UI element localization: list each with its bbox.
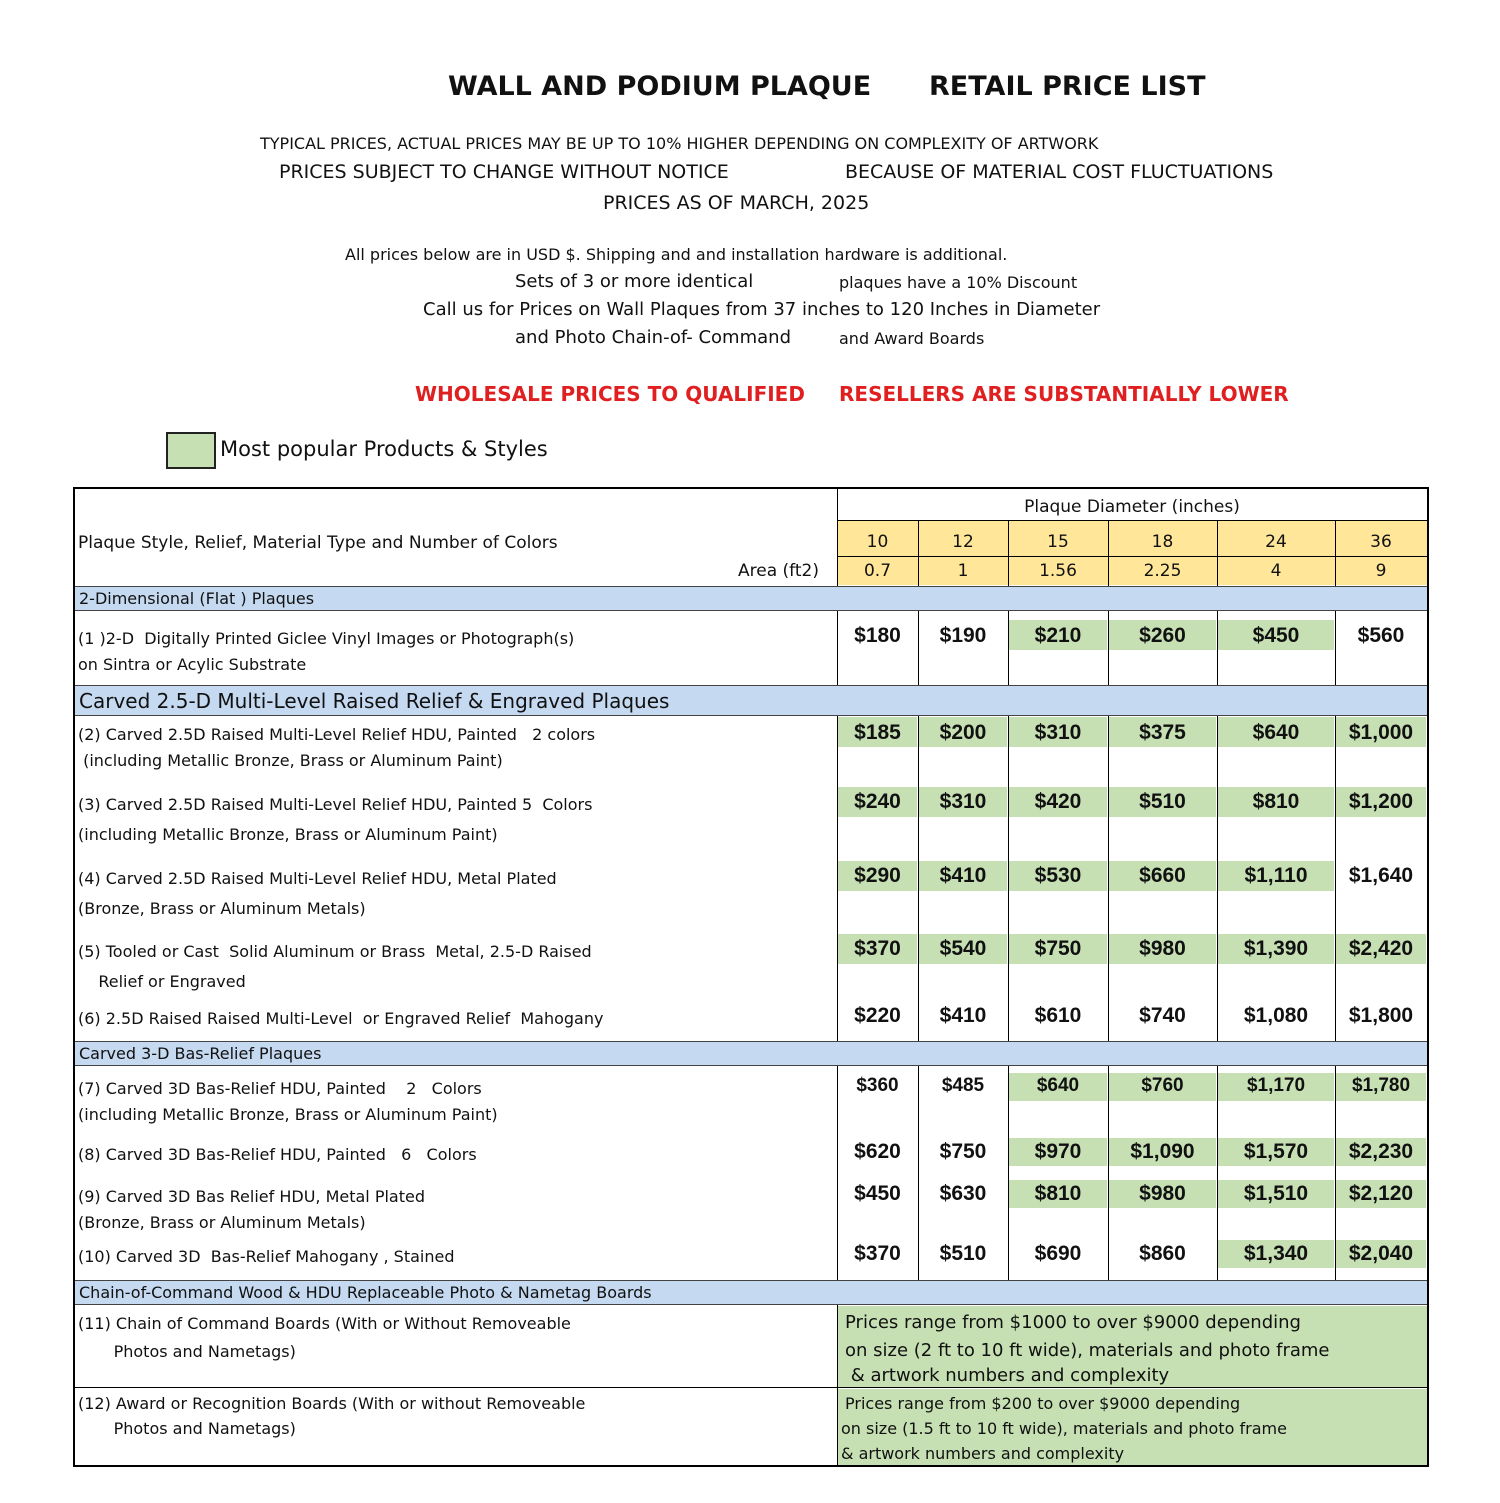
prices-date: PRICES AS OF MARCH, 2025 [603, 192, 870, 214]
row-2-label: (2) Carved 2.5D Raised Multi-Level Relief HDU, Painted 2 colors [78, 725, 596, 744]
info-line-3: Call us for Prices on Wall Plaques from 37 inches to 120 Inches in Diameter [423, 299, 1101, 320]
price-row10-10in: $370 [854, 1242, 901, 1265]
price-row4-12in: $410 [939, 864, 987, 887]
divider [1008, 716, 1009, 1041]
divider [1217, 1066, 1218, 1280]
legend-label: Most popular Products & Styles [220, 437, 548, 461]
divider [837, 489, 838, 586]
divider [837, 1305, 838, 1465]
price-row3-12in: $310 [939, 790, 987, 813]
row-9-sublabel: (Bronze, Brass or Aluminum Metals) [78, 1213, 366, 1232]
price-row5-10in: $370 [854, 937, 901, 960]
info-line-4-left: and Photo Chain-of- Command [515, 327, 791, 348]
title-left: WALL AND PODIUM PLAQUE [448, 71, 872, 102]
price-row8-15in: $970 [1034, 1140, 1082, 1163]
price-row4-15in: $530 [1034, 864, 1082, 887]
info-line-4-right: and Award Boards [839, 329, 985, 348]
diameter-18: 18 [1151, 532, 1174, 552]
price-row7-12in: $485 [941, 1075, 985, 1096]
board-12-note-3: & artwork numbers and complexity [841, 1444, 1125, 1463]
board-12-label-2: Photos and Nametags) [78, 1419, 296, 1438]
price-row5-15in: $750 [1034, 937, 1082, 960]
wholesale-right: RESELLERS ARE SUBSTANTIALLY LOWER [839, 382, 1289, 406]
board-11-note-1: Prices range from $1000 to over $9000 depending [845, 1312, 1301, 1333]
section-2d-band [75, 586, 1427, 611]
price-row9-15in: $810 [1034, 1182, 1082, 1205]
price-row4-10in: $290 [854, 864, 901, 887]
row-5-label: (5) Tooled or Cast Solid Aluminum or Brass Metal, 2.5-D Raised [78, 942, 592, 961]
price-row2-15in: $310 [1034, 721, 1082, 744]
notice-line-1: TYPICAL PRICES, ACTUAL PRICES MAY BE UP TO 10% HIGHER DEPENDING ON COMPLEXITY OF ARTWORK [260, 134, 1099, 153]
price-row2-18in: $375 [1139, 721, 1186, 744]
row-1-sublabel: on Sintra or Acylic Substrate [78, 655, 307, 674]
divider [837, 611, 838, 685]
board-12-label-1: (12) Award or Recognition Boards (With or without Removeable [78, 1394, 586, 1413]
divider [1217, 611, 1218, 685]
divider [1008, 611, 1009, 685]
price-row6-10in: $220 [854, 1004, 901, 1027]
board-11-label-1: (11) Chain of Command Boards (With or Without Removeable [78, 1314, 571, 1333]
divider [1108, 1066, 1109, 1280]
price-row7-10in: $360 [856, 1075, 899, 1096]
area-label: Area (ft2) [738, 561, 819, 581]
price-row9-24in: $1,510 [1243, 1182, 1309, 1205]
info-line-2-left: Sets of 3 or more identical [515, 271, 754, 292]
board-12-note-1: Prices range from $200 to over $9000 depending [845, 1394, 1241, 1413]
board-11-note-3: & artwork numbers and complexity [845, 1365, 1170, 1386]
price-row6-36in: $1,800 [1348, 1004, 1414, 1027]
diameter-12: 12 [952, 532, 974, 552]
row-8-label: (8) Carved 3D Bas-Relief HDU, Painted 6 Colors [78, 1145, 477, 1164]
divider [1008, 1066, 1009, 1280]
price-row1-15in: $210 [1034, 624, 1082, 647]
price-table [73, 487, 1429, 1467]
price-row10-12in: $510 [939, 1242, 987, 1265]
price-row3-10in: $240 [854, 790, 901, 813]
price-row7-15in: $640 [1036, 1075, 1080, 1096]
section-boards-title: Chain-of-Command Wood & HDU Replaceable Photo & Nametag Boards [79, 1283, 652, 1302]
price-row8-12in: $750 [939, 1140, 987, 1163]
price-row7-36in: $1,780 [1351, 1075, 1411, 1096]
divider [837, 556, 1427, 557]
wholesale-left: WHOLESALE PRICES TO QUALIFIED [415, 382, 805, 406]
price-row8-18in: $1,090 [1130, 1140, 1195, 1163]
price-row1-36in: $560 [1357, 624, 1405, 647]
row-6-label: (6) 2.5D Raised Raised Multi-Level or Engraved Relief Mahogany [78, 1009, 604, 1028]
price-row6-12in: $410 [939, 1004, 987, 1027]
price-row4-24in: $1,110 [1244, 864, 1308, 887]
price-row8-10in: $620 [854, 1140, 901, 1163]
price-row4-18in: $660 [1139, 864, 1186, 887]
notice-line-2-left: PRICES SUBJECT TO CHANGE WITHOUT NOTICE [279, 161, 729, 183]
divider [1217, 520, 1218, 586]
price-row5-24in: $1,390 [1243, 937, 1309, 960]
area-4: 4 [1270, 561, 1282, 581]
price-row1-18in: $260 [1139, 624, 1186, 647]
divider [918, 520, 919, 586]
price-row2-24in: $640 [1252, 721, 1300, 744]
row-10-label: (10) Carved 3D Bas-Relief Mahogany , Stained [78, 1247, 455, 1266]
diameter-36: 36 [1370, 532, 1392, 552]
row-7-sublabel: (including Metallic Bronze, Brass or Aluminum Paint) [78, 1105, 498, 1124]
price-row2-10in: $185 [854, 721, 901, 744]
price-row5-36in: $2,420 [1348, 937, 1414, 960]
section-3d-band [75, 1041, 1427, 1066]
title-right: RETAIL PRICE LIST [929, 71, 1206, 102]
divider [1335, 716, 1336, 1041]
price-row3-15in: $420 [1034, 790, 1082, 813]
area-9: 9 [1375, 561, 1387, 581]
notice-line-2-right: BECAUSE OF MATERIAL COST FLUCTUATIONS [845, 161, 1274, 183]
price-row1-24in: $450 [1252, 624, 1300, 647]
section-25d-band [75, 685, 1427, 716]
price-row8-24in: $1,570 [1243, 1140, 1309, 1163]
section-25d-title: Carved 2.5-D Multi-Level Raised Relief & Engraved Plaques [79, 689, 670, 713]
row-5-sublabel: Relief or Engraved [78, 972, 246, 991]
price-row4-36in: $1,640 [1348, 864, 1414, 887]
board-12-note-2: on size (1.5 ft to 10 ft wide), materials and photo frame [841, 1419, 1287, 1438]
divider [1008, 520, 1009, 586]
price-row10-24in: $1,340 [1243, 1242, 1309, 1265]
diameter-10: 10 [866, 532, 889, 552]
board-11-note-2: on size (2 ft to 10 ft wide), materials and photo frame [845, 1340, 1330, 1361]
diameter-header: Plaque Diameter (inches) [1024, 497, 1240, 517]
price-row3-24in: $810 [1252, 790, 1300, 813]
info-line-1: All prices below are in USD $. Shipping and and installation hardware is additional. [345, 245, 1008, 264]
price-row2-12in: $200 [939, 721, 987, 744]
section-boards-band [75, 1280, 1427, 1305]
divider [1108, 611, 1109, 685]
row-4-label: (4) Carved 2.5D Raised Multi-Level Relief HDU, Metal Plated [78, 869, 557, 888]
legend-swatch [166, 432, 216, 469]
info-line-2-right: plaques have a 10% Discount [839, 273, 1078, 292]
row-3-sublabel: (including Metallic Bronze, Brass or Aluminum Paint) [78, 825, 498, 844]
price-row3-18in: $510 [1139, 790, 1186, 813]
divider [837, 1066, 838, 1280]
row-2-sublabel: (including Metallic Bronze, Brass or Aluminum Paint) [78, 751, 503, 770]
divider [918, 716, 919, 1041]
divider [837, 716, 838, 1041]
row-1-label: (1 )2-D Digitally Printed Giclee Vinyl Images or Photograph(s) [78, 629, 575, 648]
price-row2-36in: $1,000 [1348, 721, 1414, 744]
price-row9-36in: $2,120 [1348, 1182, 1414, 1205]
price-row6-18in: $740 [1139, 1004, 1186, 1027]
price-row1-12in: $190 [939, 624, 987, 647]
divider [75, 1387, 1427, 1388]
style-header: Plaque Style, Relief, Material Type and Number of Colors [78, 533, 558, 553]
price-row1-10in: $180 [854, 624, 901, 647]
board-11-label-2: Photos and Nametags) [78, 1342, 296, 1361]
price-row7-18in: $760 [1141, 1075, 1184, 1096]
row-9-label: (9) Carved 3D Bas Relief HDU, Metal Plated [78, 1187, 426, 1206]
price-row6-15in: $610 [1034, 1004, 1082, 1027]
area-1: 1 [957, 561, 969, 581]
price-row3-36in: $1,200 [1348, 790, 1414, 813]
divider [1108, 520, 1109, 586]
divider [837, 520, 1427, 521]
divider [1108, 716, 1109, 1041]
diameter-24: 24 [1265, 532, 1287, 552]
price-row9-18in: $980 [1139, 1182, 1186, 1205]
section-2d-title: 2-Dimensional (Flat ) Plaques [79, 589, 315, 608]
divider [1217, 716, 1218, 1041]
row-4-sublabel: (Bronze, Brass or Aluminum Metals) [78, 899, 366, 918]
price-row10-36in: $2,040 [1348, 1242, 1414, 1265]
price-row5-12in: $540 [939, 937, 987, 960]
row-7-label: (7) Carved 3D Bas-Relief HDU, Painted 2 Colors [78, 1079, 482, 1098]
divider [918, 1066, 919, 1280]
row-3-label: (3) Carved 2.5D Raised Multi-Level Relief HDU, Painted 5 Colors [78, 795, 593, 814]
price-row5-18in: $980 [1139, 937, 1186, 960]
area-2.25: 2.25 [1143, 561, 1182, 581]
section-3d-title: Carved 3-D Bas-Relief Plaques [79, 1044, 322, 1063]
price-row6-24in: $1,080 [1243, 1004, 1309, 1027]
diameter-15: 15 [1047, 532, 1069, 552]
divider [1335, 520, 1336, 586]
area-0.7: 0.7 [863, 561, 892, 581]
divider [918, 611, 919, 685]
price-row9-12in: $630 [939, 1182, 987, 1205]
price-row9-10in: $450 [854, 1182, 901, 1205]
price-row7-24in: $1,170 [1246, 1075, 1306, 1096]
price-row8-36in: $2,230 [1348, 1140, 1414, 1163]
area-1.56: 1.56 [1039, 561, 1077, 581]
divider [1335, 1066, 1336, 1280]
price-row10-18in: $860 [1139, 1242, 1186, 1265]
divider [1335, 611, 1336, 685]
price-row10-15in: $690 [1034, 1242, 1082, 1265]
